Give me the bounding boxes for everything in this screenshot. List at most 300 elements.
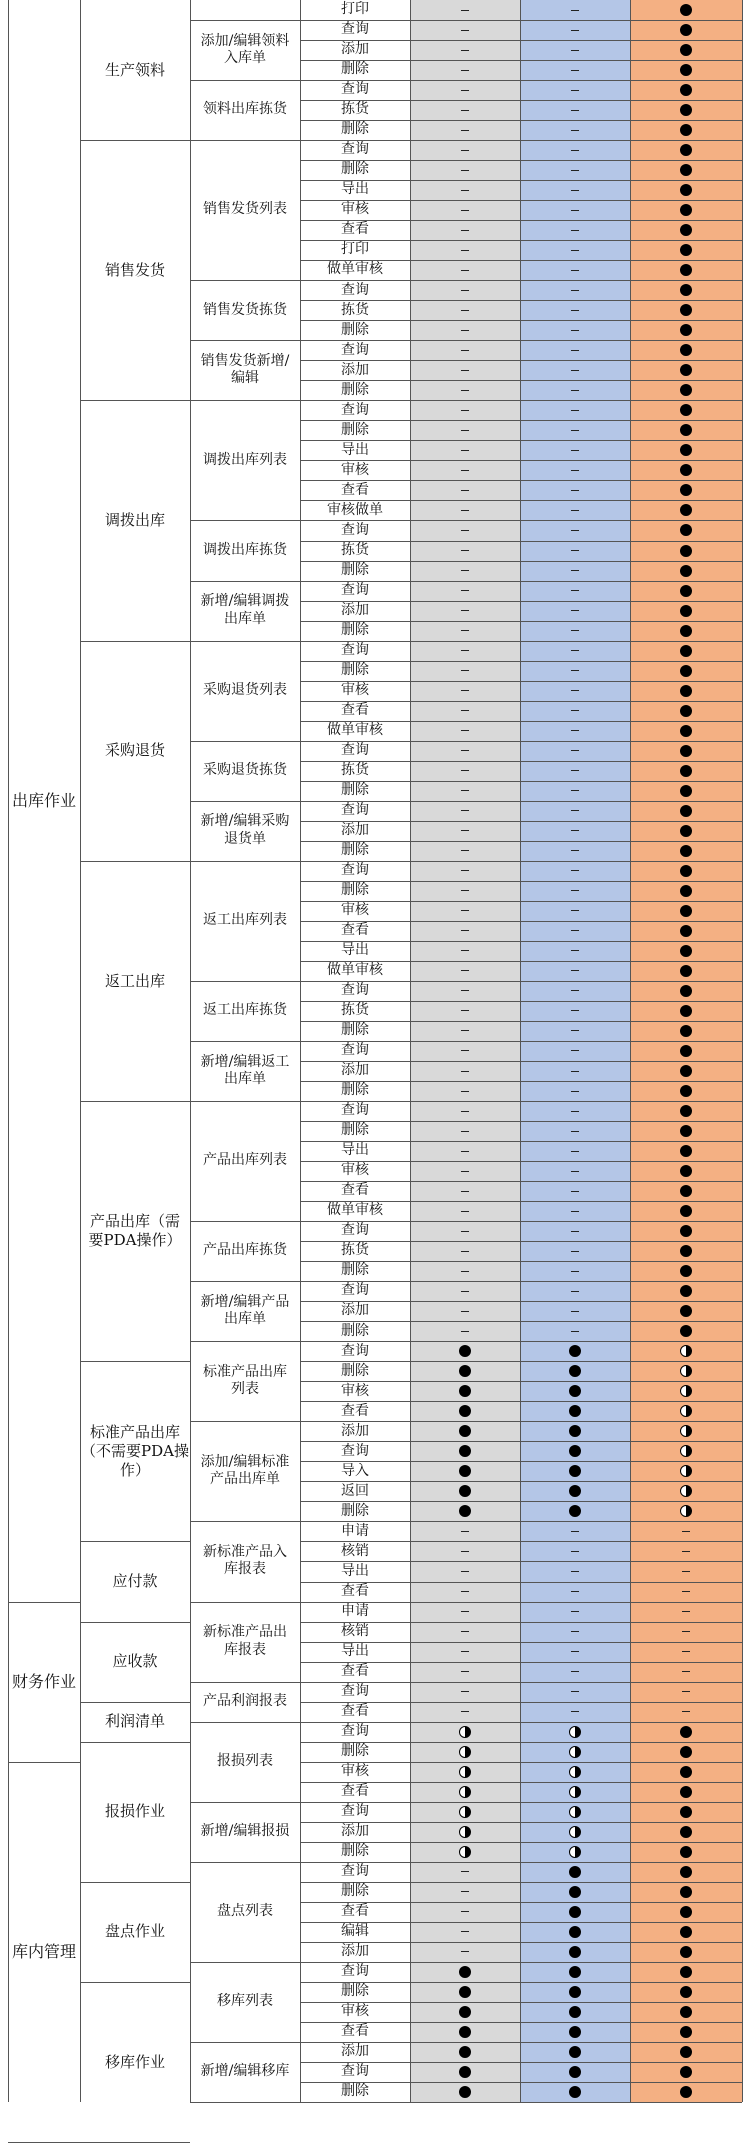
permission-cell-c — [630, 1862, 742, 1882]
permission-cell-a — [410, 460, 520, 480]
dash-icon — [461, 690, 469, 691]
dash-icon — [461, 890, 469, 891]
permission-cell-b — [520, 420, 630, 440]
permission-cell-c — [630, 1341, 742, 1361]
row-border — [520, 2102, 630, 2103]
permission-cell-b — [520, 260, 630, 280]
permission-cell-c — [630, 1942, 742, 1962]
full-circle-icon — [569, 1946, 581, 1958]
dash-icon — [571, 1010, 579, 1011]
permission-cell-c — [630, 1582, 742, 1602]
full-circle-icon — [680, 585, 692, 597]
dash-icon — [461, 1711, 469, 1712]
permission-cell-b — [520, 80, 630, 100]
column-border — [742, 0, 743, 2102]
dash-icon — [682, 1531, 690, 1532]
dash-icon — [571, 1171, 579, 1172]
permission-cell-c — [630, 380, 742, 400]
action-cell: 查看 — [341, 1402, 369, 1419]
dash-icon — [571, 1611, 579, 1612]
dash-icon — [461, 990, 469, 991]
permission-cell-c — [630, 260, 742, 280]
full-circle-icon — [680, 1786, 692, 1798]
dash-icon — [571, 1111, 579, 1112]
dash-icon — [461, 1171, 469, 1172]
dash-icon — [571, 130, 579, 131]
permission-cell-b — [520, 1541, 630, 1561]
permission-cell-a — [410, 100, 520, 120]
permission-cell-c — [630, 80, 742, 100]
full-circle-icon — [680, 1245, 692, 1257]
dash-icon — [461, 1571, 469, 1572]
dash-icon — [571, 410, 579, 411]
action-cell: 添加 — [341, 1422, 369, 1439]
permission-cell-c — [630, 701, 742, 721]
dash-icon — [571, 670, 579, 671]
permission-cell-b — [520, 681, 630, 701]
full-circle-icon — [680, 524, 692, 536]
permission-cell-c — [630, 661, 742, 681]
permission-cell-c — [630, 581, 742, 601]
permission-cell-a — [410, 520, 520, 540]
permission-cell-b — [520, 1742, 630, 1762]
half-circle-icon — [459, 1806, 471, 1818]
page-cell: 新增/编辑移库 — [200, 2063, 290, 2080]
permission-cell-a — [410, 1401, 520, 1421]
action-cell: 查询 — [341, 641, 369, 658]
permission-cell-b — [520, 1141, 630, 1161]
permission-cell-c — [630, 1461, 742, 1481]
permission-cell-a — [410, 1441, 520, 1461]
permission-cell-a — [410, 761, 520, 781]
dash-icon — [571, 1131, 579, 1132]
permission-cell-b — [520, 1962, 630, 1982]
permission-cell-c — [630, 100, 742, 120]
permission-cell-c — [630, 1381, 742, 1401]
dash-icon — [461, 1311, 469, 1312]
permission-cell-b — [520, 1922, 630, 1942]
permission-cell-b — [520, 1662, 630, 1682]
dash-icon — [571, 470, 579, 471]
page-cell: 盘点列表 — [217, 1903, 273, 1920]
dash-icon — [461, 310, 469, 311]
permission-cell-b — [520, 440, 630, 460]
permission-cell-b — [520, 901, 630, 921]
permission-cell-c — [630, 1622, 742, 1642]
permission-cell-b — [520, 1001, 630, 1021]
full-circle-icon — [680, 124, 692, 136]
permission-cell-a — [410, 1321, 520, 1341]
action-cell: 拣货 — [341, 101, 369, 118]
half-circle-icon — [680, 1485, 692, 1497]
permission-cell-b — [520, 2082, 630, 2102]
dash-icon — [461, 670, 469, 671]
full-circle-icon — [680, 1145, 692, 1157]
permission-cell-a — [410, 500, 520, 520]
full-circle-icon — [459, 1465, 471, 1477]
permission-cell-a — [410, 1642, 520, 1662]
module-cell: 报损作业 — [104, 1802, 165, 1821]
permission-cell-a — [410, 1742, 520, 1762]
full-circle-icon — [680, 224, 692, 236]
permission-cell-c — [630, 280, 742, 300]
dash-icon — [571, 590, 579, 591]
action-cell: 添加 — [341, 822, 369, 839]
action-cell: 查看 — [341, 1582, 369, 1599]
permission-cell-b — [520, 400, 630, 420]
dash-icon — [461, 1231, 469, 1232]
action-cell: 拣货 — [341, 1002, 369, 1019]
dash-icon — [461, 1691, 469, 1692]
permission-cell-a — [410, 260, 520, 280]
module-cell: 盘点作业 — [104, 1922, 165, 1941]
page-cell: 销售发货拣货 — [203, 301, 287, 318]
permission-cell-b — [520, 1842, 630, 1862]
permission-cell-c — [630, 0, 742, 20]
action-cell: 审核 — [341, 1382, 369, 1399]
permission-cell-c — [630, 961, 742, 981]
permission-cell-c — [630, 2002, 742, 2022]
permission-cell-a — [410, 1782, 520, 1802]
action-cell: 做单审核 — [327, 261, 383, 278]
permission-cell-c — [630, 1782, 742, 1802]
permission-cell-a — [410, 721, 520, 741]
full-circle-icon — [680, 424, 692, 436]
full-circle-icon — [680, 144, 692, 156]
dash-icon — [461, 870, 469, 871]
permission-cell-b — [520, 200, 630, 220]
dash-icon — [571, 1551, 579, 1552]
dash-icon — [461, 910, 469, 911]
full-circle-icon — [680, 1025, 692, 1037]
permission-cell-a — [410, 561, 520, 581]
half-circle-icon — [569, 1786, 581, 1798]
permission-cell-a — [410, 601, 520, 621]
half-circle-icon — [680, 1385, 692, 1397]
permission-cell-b — [520, 741, 630, 761]
dash-icon — [571, 30, 579, 31]
action-cell: 查询 — [341, 581, 369, 598]
permission-cell-b — [520, 340, 630, 360]
permission-cell-b — [520, 1882, 630, 1902]
page-cell: 添加/编辑标准 产品出库单 — [200, 1453, 290, 1488]
permission-cell-b — [520, 1101, 630, 1121]
dash-icon — [571, 1571, 579, 1572]
full-circle-icon — [680, 284, 692, 296]
dash-icon — [571, 1091, 579, 1092]
half-circle-icon — [569, 1846, 581, 1858]
permission-cell-a — [410, 641, 520, 661]
full-circle-icon — [680, 1225, 692, 1237]
permission-cell-a — [410, 1602, 520, 1622]
dash-icon — [571, 1151, 579, 1152]
permission-cell-c — [630, 440, 742, 460]
dash-icon — [461, 70, 469, 71]
full-circle-icon — [680, 2026, 692, 2038]
half-circle-icon — [680, 1425, 692, 1437]
permission-cell-a — [410, 1481, 520, 1501]
permission-cell-b — [520, 1982, 630, 2002]
dash-icon — [461, 1651, 469, 1652]
dash-icon — [571, 1211, 579, 1212]
full-circle-icon — [680, 444, 692, 456]
permission-cell-a — [410, 1862, 520, 1882]
action-cell: 查看 — [341, 481, 369, 498]
dash-icon — [571, 1191, 579, 1192]
action-cell: 查看 — [341, 1702, 369, 1719]
permission-cell-b — [520, 981, 630, 1001]
full-circle-icon — [680, 745, 692, 757]
full-circle-icon — [680, 805, 692, 817]
full-circle-icon — [680, 1065, 692, 1077]
dash-icon — [461, 470, 469, 471]
permission-cell-c — [630, 861, 742, 881]
dash-icon — [571, 350, 579, 351]
action-cell: 查询 — [341, 521, 369, 538]
dash-icon — [571, 1651, 579, 1652]
full-circle-icon — [680, 104, 692, 116]
permission-cell-c — [630, 1441, 742, 1461]
dash-icon — [571, 630, 579, 631]
permission-cell-b — [520, 1361, 630, 1381]
dash-icon — [461, 930, 469, 931]
dash-icon — [461, 1611, 469, 1612]
column-border — [80, 0, 81, 2102]
permission-cell-b — [520, 320, 630, 340]
dash-icon — [571, 330, 579, 331]
permission-cell-c — [630, 1141, 742, 1161]
full-circle-icon — [680, 1946, 692, 1958]
permission-cell-b — [520, 1241, 630, 1261]
permission-cell-c — [630, 1041, 742, 1061]
full-circle-icon — [680, 364, 692, 376]
page-cell: 移库列表 — [217, 1993, 273, 2010]
permission-cell-b — [520, 140, 630, 160]
permission-cell-a — [410, 1081, 520, 1101]
category-cell: 库内管理 — [11, 1941, 76, 1961]
action-cell: 导出 — [341, 1142, 369, 1159]
action-cell: 删除 — [341, 621, 369, 638]
full-circle-icon — [459, 2046, 471, 2058]
dash-icon — [571, 150, 579, 151]
permission-cell-a — [410, 180, 520, 200]
permission-cell-b — [520, 1461, 630, 1481]
dash-icon — [571, 70, 579, 71]
dash-icon — [571, 310, 579, 311]
full-circle-icon — [680, 1005, 692, 1017]
action-cell: 申请 — [341, 1602, 369, 1619]
half-circle-icon — [680, 1445, 692, 1457]
action-cell: 查看 — [341, 1182, 369, 1199]
column-border — [190, 0, 191, 2102]
action-cell: 查询 — [341, 982, 369, 999]
dash-icon — [571, 1071, 579, 1072]
dash-icon — [571, 530, 579, 531]
permission-cell-c — [630, 420, 742, 440]
full-circle-icon — [680, 1285, 692, 1297]
action-cell: 查看 — [341, 701, 369, 718]
module-cell: 采购退货 — [104, 741, 165, 760]
permission-cell-a — [410, 1181, 520, 1201]
permission-cell-a — [410, 1041, 520, 1061]
page-cell: 采购退货列表 — [203, 681, 287, 698]
permission-cell-a — [410, 921, 520, 941]
page-cell: 新增/编辑报损 — [200, 1822, 290, 1839]
full-circle-icon — [569, 2066, 581, 2078]
permission-cell-b — [520, 921, 630, 941]
category-cell: 出库作业 — [11, 790, 76, 810]
full-circle-icon — [459, 1425, 471, 1437]
dash-icon — [461, 810, 469, 811]
page-cell: 采购退货拣货 — [203, 761, 287, 778]
permission-cell-a — [410, 480, 520, 500]
permission-cell-c — [630, 1061, 742, 1081]
dash-icon — [461, 630, 469, 631]
action-cell: 审核 — [341, 461, 369, 478]
permission-cell-b — [520, 1682, 630, 1702]
full-circle-icon — [569, 1906, 581, 1918]
full-circle-icon — [569, 1425, 581, 1437]
permission-cell-a — [410, 40, 520, 60]
permission-cell-b — [520, 1582, 630, 1602]
full-circle-icon — [680, 765, 692, 777]
permission-cell-a — [410, 240, 520, 260]
permission-cell-b — [520, 801, 630, 821]
module-cell: 应收款 — [112, 1652, 158, 1671]
action-cell: 删除 — [341, 1322, 369, 1339]
full-circle-icon — [680, 725, 692, 737]
action-cell: 查询 — [341, 1102, 369, 1119]
dash-icon — [682, 1671, 690, 1672]
permission-cell-c — [630, 1321, 742, 1341]
page-cell: 返工出库列表 — [203, 912, 287, 929]
module-cell: 应付款 — [112, 1572, 158, 1591]
permission-cell-a — [410, 1622, 520, 1642]
full-circle-icon — [680, 164, 692, 176]
full-circle-icon — [459, 1405, 471, 1417]
permission-cell-b — [520, 160, 630, 180]
action-cell: 删除 — [341, 1502, 369, 1519]
action-cell: 删除 — [341, 1082, 369, 1099]
permission-cell-a — [410, 1261, 520, 1281]
permission-cell-a — [410, 1421, 520, 1441]
full-circle-icon — [680, 2006, 692, 2018]
permission-cell-c — [630, 2062, 742, 2082]
full-circle-icon — [680, 625, 692, 637]
permission-cell-b — [520, 460, 630, 480]
full-circle-icon — [680, 1866, 692, 1878]
permission-cell-c — [630, 1021, 742, 1041]
dash-icon — [461, 590, 469, 591]
permission-cell-a — [410, 1201, 520, 1221]
dash-icon — [461, 790, 469, 791]
permission-cell-a — [410, 220, 520, 240]
action-cell: 添加 — [341, 41, 369, 58]
dash-icon — [461, 570, 469, 571]
action-cell: 查询 — [341, 1042, 369, 1059]
action-cell: 审核 — [341, 201, 369, 218]
permission-cell-b — [520, 1181, 630, 1201]
action-cell: 添加 — [341, 2043, 369, 2060]
action-cell: 查询 — [341, 862, 369, 879]
action-cell: 删除 — [341, 781, 369, 798]
permission-cell-b — [520, 1441, 630, 1461]
dash-icon — [461, 850, 469, 851]
permission-cell-a — [410, 120, 520, 140]
dash-icon — [682, 1551, 690, 1552]
full-circle-icon — [569, 1385, 581, 1397]
permission-cell-b — [520, 1561, 630, 1581]
dash-icon — [571, 890, 579, 891]
action-cell: 查看 — [341, 922, 369, 939]
action-cell: 打印 — [341, 241, 369, 258]
dash-icon — [461, 1271, 469, 1272]
permission-cell-a — [410, 1561, 520, 1581]
permission-cell-b — [520, 1622, 630, 1642]
dash-icon — [461, 1010, 469, 1011]
action-cell: 删除 — [341, 561, 369, 578]
action-cell: 导出 — [341, 441, 369, 458]
action-cell: 查询 — [341, 741, 369, 758]
dash-icon — [461, 1131, 469, 1132]
permission-cell-a — [410, 1341, 520, 1361]
half-circle-icon — [569, 1806, 581, 1818]
full-circle-icon — [569, 1365, 581, 1377]
permission-cell-c — [630, 140, 742, 160]
full-circle-icon — [680, 1846, 692, 1858]
dash-icon — [571, 190, 579, 191]
permission-cell-c — [630, 1081, 742, 1101]
dash-icon — [461, 1291, 469, 1292]
dash-icon — [461, 1091, 469, 1092]
dash-icon — [461, 1211, 469, 1212]
dash-icon — [571, 110, 579, 111]
half-circle-icon — [459, 1726, 471, 1738]
permission-cell-b — [520, 1862, 630, 1882]
full-circle-icon — [569, 1966, 581, 1978]
dash-icon — [461, 710, 469, 711]
full-circle-icon — [680, 1205, 692, 1217]
permission-cell-c — [630, 500, 742, 520]
action-cell: 添加 — [341, 1943, 369, 1960]
permission-cell-b — [520, 1702, 630, 1722]
action-cell: 删除 — [341, 121, 369, 138]
action-cell: 删除 — [341, 1122, 369, 1139]
permission-cell-b — [520, 1121, 630, 1141]
action-cell: 查询 — [341, 1442, 369, 1459]
dash-icon — [461, 1331, 469, 1332]
permission-cell-b — [520, 941, 630, 961]
permission-cell-b — [520, 1401, 630, 1421]
full-circle-icon — [680, 4, 692, 16]
permission-cell-c — [630, 1722, 742, 1742]
permission-cell-c — [630, 1642, 742, 1662]
permission-cell-b — [520, 721, 630, 741]
full-circle-icon — [680, 545, 692, 557]
permission-cell-c — [630, 1762, 742, 1782]
dash-icon — [461, 730, 469, 731]
permission-cell-a — [410, 981, 520, 1001]
permission-cell-c — [630, 901, 742, 921]
permission-cell-c — [630, 1201, 742, 1221]
permission-cell-a — [410, 2002, 520, 2022]
dash-icon — [461, 1671, 469, 1672]
module-cell: 移库作业 — [104, 2052, 165, 2071]
permission-cell-a — [410, 1141, 520, 1161]
permission-cell-a — [410, 1802, 520, 1822]
full-circle-icon — [680, 2066, 692, 2078]
permission-cell-b — [520, 1301, 630, 1321]
